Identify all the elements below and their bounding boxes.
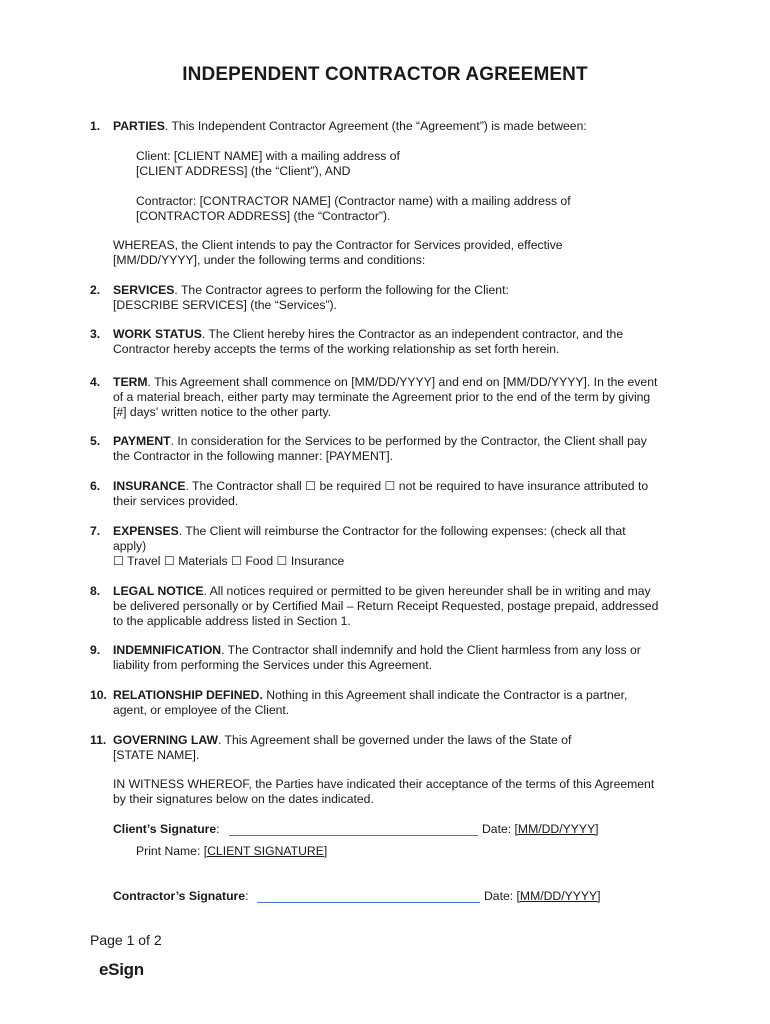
section-text: [DESCRIBE SERVICES] (the “Services”). — [113, 298, 337, 312]
contractor-signature-label-text: Contractor’s Signature — [113, 889, 246, 903]
client-signature-label — [113, 822, 220, 837]
date-label: Date: — [484, 889, 517, 903]
section-number: 4. — [90, 375, 101, 389]
contractor-line-1: Contractor: [CONTRACTOR NAME] (Contractor name) with a mailing address of — [136, 194, 571, 208]
section-heading: GOVERNING LAW — [113, 733, 218, 747]
witness-line-2: by their signatures below on the dates indicated. — [113, 792, 374, 806]
section-text: [#] days’ written notice to the other party. — [113, 405, 332, 419]
section-number: 11. — [90, 733, 107, 747]
section-work-status — [90, 327, 690, 357]
section-heading: PARTIES — [113, 119, 165, 133]
section-number: 2. — [90, 283, 101, 297]
page-number: Page 1 of 2 — [90, 932, 162, 948]
client-party-block — [136, 149, 696, 179]
section-text: . The Client hereby hires the Contractor as an independent contractor, and the — [201, 327, 624, 341]
section-relationship — [90, 688, 690, 718]
contractor-date — [484, 889, 601, 904]
date-label: Date: — [482, 822, 515, 836]
section-text: . This Agreement shall commence on [MM/DD/YYYY] and end on [MM/DD/YYYY]. In the event — [147, 375, 658, 389]
esign-logo: eSign — [99, 960, 144, 979]
section-heading: TERM — [113, 375, 148, 389]
section-legal-notice — [90, 584, 690, 629]
section-text: . The Contractor agrees to perform the following for the Client: — [174, 283, 509, 297]
section-heading: LEGAL NOTICE — [113, 584, 204, 598]
client-date — [482, 822, 599, 837]
section-term — [90, 375, 690, 420]
document-title: INDEPENDENT CONTRACTOR AGREEMENT — [182, 64, 588, 85]
witness-line-1: IN WITNESS WHEREOF, the Parties have indicated their acceptance of the terms of this Agreement — [113, 777, 655, 791]
client-date-field[interactable]: [MM/DD/YYYY] — [514, 822, 599, 836]
section-number: 9. — [90, 643, 101, 657]
section-text: . The Contractor shall ☐ be required ☐ not be required to have insurance attributed to — [185, 479, 649, 493]
section-text: [STATE NAME]. — [113, 748, 200, 762]
section-number: 8. — [90, 584, 101, 598]
section-number: 10. — [90, 688, 107, 702]
section-text: . The Client will reimburse the Contractor for the following expenses: (check all that — [178, 524, 626, 538]
section-text: . All notices required or permitted to be given hereunder shall be in writing and may — [203, 584, 651, 598]
section-number: 1. — [90, 119, 101, 133]
section-text: Nothing in this Agreement shall indicate the Contractor is a partner, — [262, 688, 628, 702]
witness-clause — [113, 777, 693, 807]
section-text: agent, or employee of the Client. — [113, 703, 290, 717]
section-number: 6. — [90, 479, 101, 493]
section-text: . The Contractor shall indemnify and hold the Client harmless from any loss or — [221, 643, 641, 657]
section-text: . In consideration for the Services to be performed by the Contractor, the Client shall pay — [170, 434, 647, 448]
section-insurance — [90, 479, 690, 509]
contractor-date-field[interactable]: [MM/DD/YYYY] — [516, 889, 601, 903]
section-heading: INSURANCE — [113, 479, 186, 493]
section-text: Contractor hereby accepts the terms of the working relationship as set forth herein. — [113, 342, 560, 356]
section-parties — [90, 119, 690, 134]
section-payment — [90, 434, 690, 464]
whereas-line-2: [MM/DD/YYYY], under the following terms and conditions: — [113, 253, 426, 267]
section-text: the Contractor in the following manner: [PAYMENT]. — [113, 449, 393, 463]
section-number: 7. — [90, 524, 101, 538]
whereas-clause — [113, 238, 693, 268]
section-heading: PAYMENT — [113, 434, 171, 448]
section-services — [90, 283, 690, 313]
client-signature-label-text: Client’s Signature — [113, 822, 217, 836]
section-text: of a material breach, either party may terminate the Agreement prior to the end of the term by giving — [113, 390, 651, 404]
client-line-1: Client: [CLIENT NAME] with a mailing address of — [136, 149, 400, 163]
section-text: their services provided. — [113, 494, 239, 508]
section-heading: WORK STATUS — [113, 327, 202, 341]
client-signature-field[interactable] — [229, 835, 478, 836]
section-number: 5. — [90, 434, 101, 448]
colon: : — [245, 889, 249, 903]
client-print-name-field[interactable]: [CLIENT SIGNATURE] — [203, 844, 328, 858]
section-heading: INDEMNIFICATION — [113, 643, 222, 657]
expense-checkboxes[interactable]: ☐ Travel ☐ Materials ☐ Food ☐ Insurance — [113, 554, 345, 568]
section-heading: RELATIONSHIP DEFINED. — [113, 688, 263, 702]
section-heading: EXPENSES — [113, 524, 179, 538]
contractor-party-block — [136, 194, 696, 224]
contractor-line-2: [CONTRACTOR ADDRESS] (the “Contractor”). — [136, 209, 391, 223]
contractor-signature-field[interactable] — [257, 902, 480, 903]
section-text: be delivered personally or by Certified Mail – Return Receipt Requested, postage prepaid, addressed — [113, 599, 659, 613]
section-indemnification — [90, 643, 690, 673]
colon: : — [216, 822, 220, 836]
section-text: . This Independent Contractor Agreement (the “Agreement”) is made between: — [164, 119, 587, 133]
section-governing-law — [90, 733, 690, 763]
client-line-2: [CLIENT ADDRESS] (the “Client”), AND — [136, 164, 351, 178]
section-expenses — [90, 524, 690, 569]
section-text: apply) — [113, 539, 147, 553]
client-print-name — [136, 844, 327, 859]
section-number: 3. — [90, 327, 101, 341]
whereas-line-1: WHEREAS, the Client intends to pay the Contractor for Services provided, effective — [113, 238, 563, 252]
print-name-label: Print Name: — [136, 844, 204, 858]
section-text: to the applicable address listed in Section 1. — [113, 614, 351, 628]
section-text: . This Agreement shall be governed under the laws of the State of — [217, 733, 572, 747]
contractor-signature-label — [113, 889, 248, 904]
section-heading: SERVICES — [113, 283, 175, 297]
section-text: liability from performing the Services under this Agreement. — [113, 658, 433, 672]
